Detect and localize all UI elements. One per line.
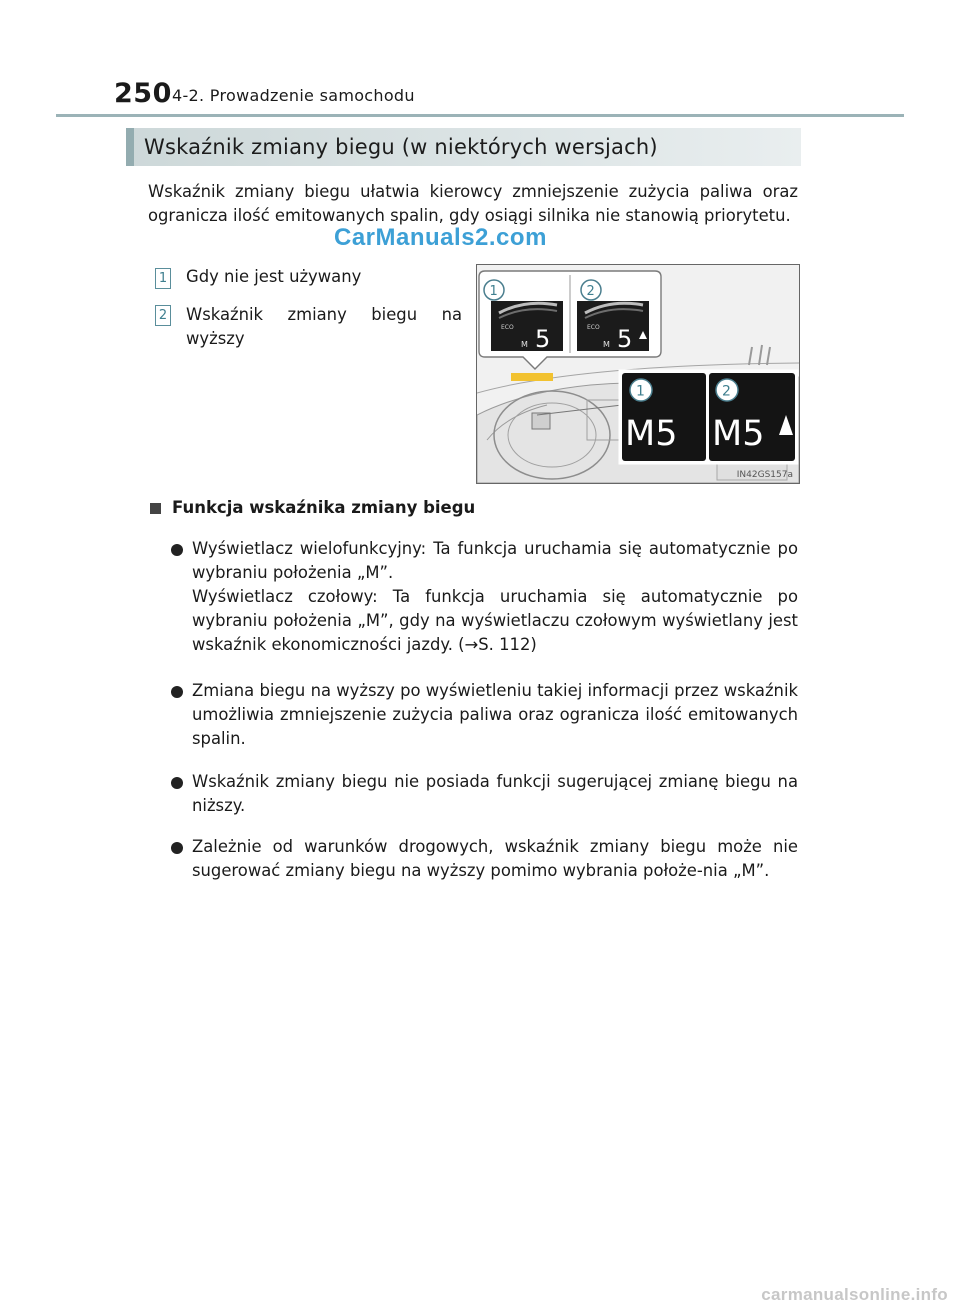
small-m-label-1: M (521, 340, 528, 349)
section-heading-accent (126, 128, 134, 166)
bullet-dot-icon (171, 686, 183, 698)
bullet-dot-icon (171, 777, 183, 789)
legend-label-2: Wskaźnik zmiany biegu na wyższy (186, 305, 462, 348)
bullet-3: Wskaźnik zmiany biegu nie posiada funkcji sugerującej zmianę biegu na niższy. (192, 772, 798, 815)
bullet-1-line-1: Wyświetlacz wielofunkcyjny: Ta funkcja uruchamia się automatycznie po wybraniu położenia „M”. (192, 539, 798, 582)
subsection-heading: Funkcja wskaźnika zmiany biegu (172, 498, 476, 517)
small-gear-1: 5 (535, 325, 551, 353)
small-eco-label-1: ECO (501, 324, 514, 331)
shift-indicator-figure (476, 264, 800, 484)
legend-number-2: 2 (155, 305, 171, 326)
figure-code: IN42GS157a (736, 470, 793, 480)
big-callout-1: 1 (636, 383, 645, 400)
page-number: 250 (114, 78, 172, 109)
bullet-4: Zależnie od warunków drogowych, wskaźnik zmiany biegu może nie sugerować zmiany biegu na wyższy pomimo wybrania położe-nia „M”. (192, 837, 798, 880)
bullet-1-line-2: Wyświetlacz czołowy: Ta funkcja uruchamia się automatycznie po wybraniu położenia „M”, gdy na wyświetlaczu czołowym wyświetlany jest wskaźnik ekonomiczności jazdy. (→S. 112) (192, 587, 798, 654)
legend-label-1: Gdy nie jest używany (186, 267, 362, 286)
section-heading: Wskaźnik zmiany biegu (w niektórych wersjach) (144, 135, 658, 159)
dashboard-illustration (477, 265, 799, 483)
bullet-dot-icon (171, 544, 183, 556)
watermark-bottom: carmanualsonline.info (761, 1285, 948, 1304)
big-callout-2: 2 (722, 383, 731, 400)
square-bullet-icon (150, 503, 161, 514)
section-path: 4-2. Prowadzenie samochodu (172, 86, 415, 105)
small-eco-label-2: ECO (587, 324, 600, 331)
small-gear-2: 5 (617, 325, 633, 353)
small-callout-2: 2 (586, 284, 595, 299)
bullet-2: Zmiana biegu na wyższy po wyświetleniu takiej informacji przez wskaźnik umożliwia zmniejszenie zużycia paliwa oraz ogranicza ilość emitowanych spalin. (192, 681, 798, 748)
small-callout-1: 1 (489, 284, 498, 299)
header-rule (56, 114, 904, 117)
legend-number-1: 1 (155, 268, 171, 289)
watermark-top: CarManuals2.com (334, 224, 547, 251)
bullet-dot-icon (171, 842, 183, 854)
big-gear-2: M5 (712, 414, 765, 454)
intro-paragraph: Wskaźnik zmiany biegu ułatwia kierowcy zmniejszenie zużycia paliwa oraz ogranicza ilość emitowanych spalin, gdy osiągi silnika nie stanowią priorytetu. (148, 182, 798, 225)
big-gear-1: M5 (625, 414, 678, 454)
small-m-label-2: M (603, 340, 610, 349)
